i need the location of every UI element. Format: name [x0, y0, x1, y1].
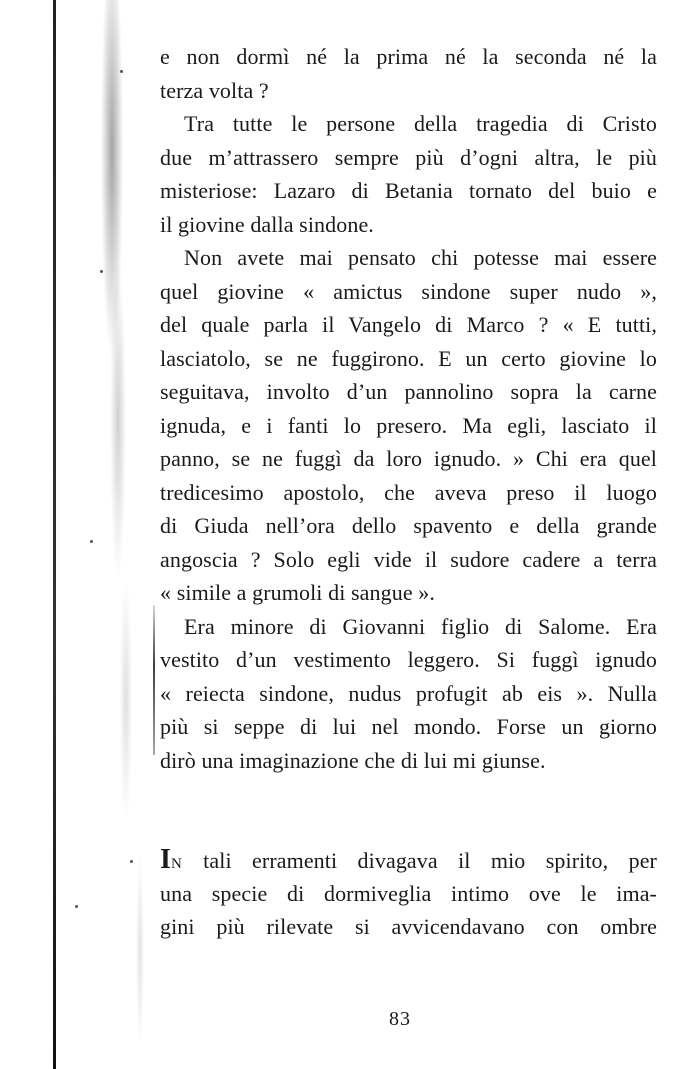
text-line: angoscia ? Solo egli vide il sudore cadere a terra — [160, 546, 657, 572]
page-text — [160, 40, 657, 944]
text-line: più si seppe di lui nel mondo. Forse un giorno — [160, 714, 657, 739]
text-line: ignuda, e i fanti lo presero. Ma egli, lasciato il — [160, 412, 657, 438]
scan-speck — [130, 860, 133, 863]
text-line: panno, se ne fuggì da loro ignudo. » Chi era quel — [160, 446, 657, 471]
page-number: 83 — [389, 1008, 411, 1030]
small-caps: N — [171, 856, 183, 872]
section-break — [160, 777, 657, 843]
scan-speck — [100, 270, 103, 273]
text-line: vestito d’un vestimento leggero. Si fuggì ignudo — [160, 647, 657, 672]
text-line: di Giuda nell’ora dello spavento e della grande — [160, 513, 657, 538]
text-line: Era minore di Giovanni figlio di Salome. Era — [184, 613, 657, 639]
section-opening-line — [160, 843, 657, 877]
paragraph-3 — [160, 241, 657, 610]
text-line: due m’attrassero sempre più d’ogni altra, le più — [160, 144, 657, 170]
text-line: lasciatolo, se ne fuggirono. E un certo giovine lo — [160, 345, 657, 371]
paragraph-4 — [160, 610, 657, 778]
text-line: dirò una imaginazione che di lui mi giunse. — [160, 747, 546, 773]
text-line: gini più rilevate si avvicendavano con ombre — [160, 914, 657, 939]
text-line: quel giovine « amictus sindone super nudo », — [160, 278, 657, 304]
book-spine-edge — [53, 0, 56, 1069]
paragraph-2 — [160, 107, 657, 241]
text-line: una specie di dormiveglia intimo ove le ima- — [160, 880, 657, 906]
text-line: tredicesimo apostolo, che aveva preso il luogo — [160, 479, 657, 505]
text-line: misteriose: Lazaro di Betania tornato del buio e — [160, 178, 657, 203]
margin-mark — [153, 605, 155, 755]
text-line: del quale parla il Vangelo di Marco ? « E tutti, — [160, 312, 657, 337]
scan-speck — [75, 905, 78, 908]
scan-speck — [90, 540, 93, 543]
text-line: « simile a grumoli di sangue ». — [160, 580, 436, 605]
scan-gutter-shadow — [0, 0, 160, 1069]
text-line: seguitava, involto d’un pannolino sopra la carne — [160, 379, 657, 404]
text-line: Tra tutte le persone della tragedia di Cristo — [184, 111, 657, 136]
text-line: e non dormì né la prima né la seconda né la — [160, 44, 657, 69]
text-line: terza volta ? — [160, 77, 269, 103]
paragraph-5 — [160, 843, 657, 944]
scan-speck — [120, 70, 123, 73]
text-line-rest: tali erramenti divagava il mio spirito, per — [182, 848, 657, 873]
drop-initial: I — [160, 844, 171, 875]
text-line: il giovine dalla sindone. — [160, 211, 374, 237]
paragraph-1 — [160, 40, 657, 107]
text-line: « reiecta sindone, nudus profugit ab eis ». Nulla — [160, 680, 657, 706]
text-line: Non avete mai pensato chi potesse mai essere — [184, 245, 657, 270]
